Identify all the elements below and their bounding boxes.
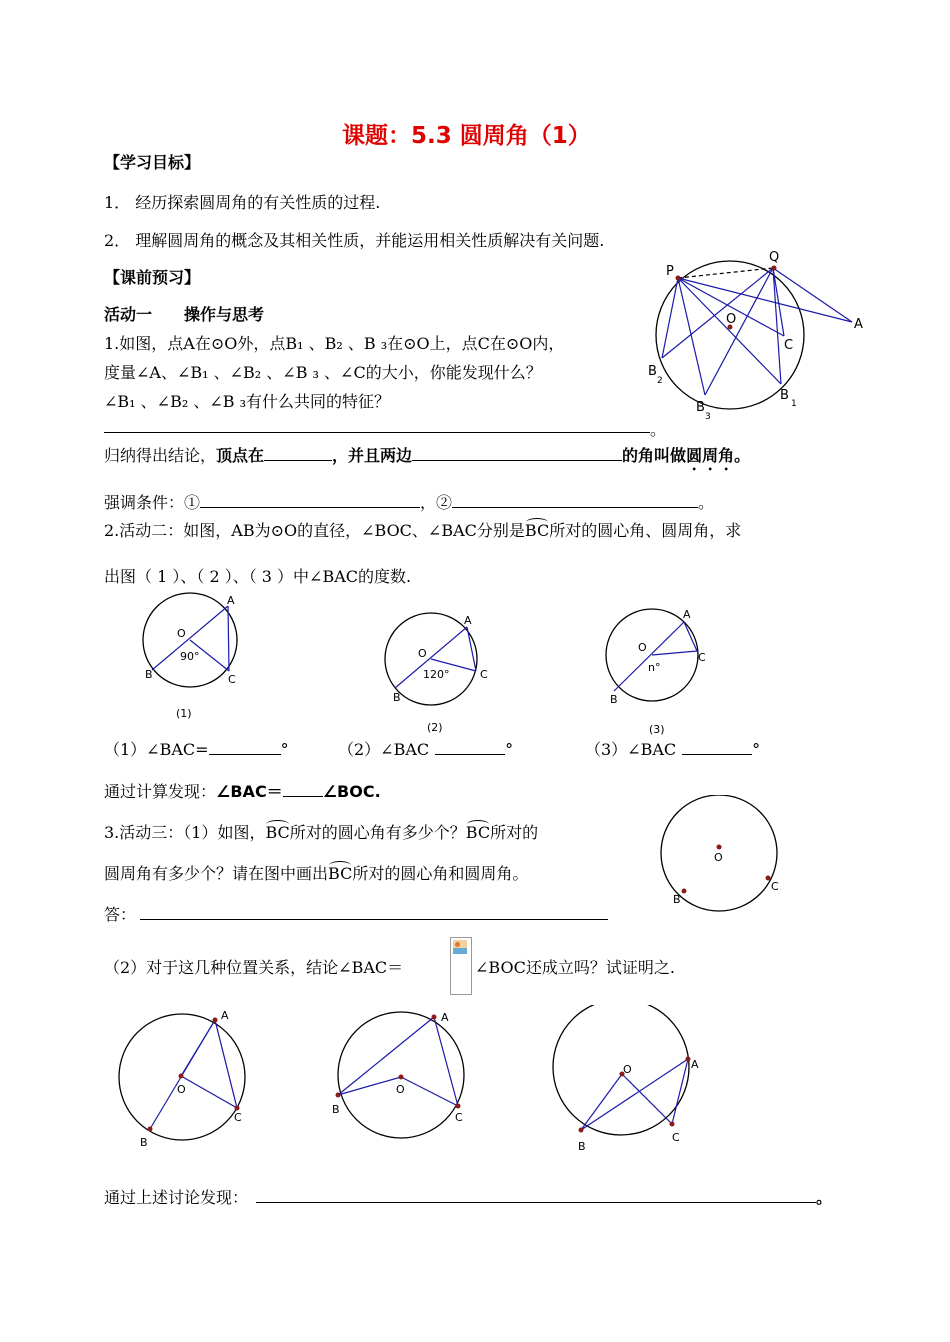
activity1-figure bbox=[640, 245, 880, 425]
a3-label-O: O bbox=[714, 851, 723, 864]
fig1-label-A: A bbox=[227, 594, 235, 607]
a3-answer-blank[interactable] bbox=[140, 903, 608, 920]
goal-1: 1． 经历探索圆周角的有关性质的过程. bbox=[104, 193, 381, 212]
finding-b: ∠BOC. bbox=[322, 782, 381, 801]
fig2-angle: 120° bbox=[423, 668, 450, 681]
final-end: 。 bbox=[816, 1188, 833, 1207]
fig1-label-C: C bbox=[228, 673, 236, 686]
pb-label-B: B bbox=[332, 1103, 340, 1116]
final-label: 通过上述讨论发现： bbox=[104, 1188, 249, 1207]
activity3-answer bbox=[104, 902, 608, 925]
final-line bbox=[104, 1185, 832, 1208]
pb-label-C: C bbox=[455, 1111, 463, 1124]
activity3-proof-figures bbox=[100, 1005, 740, 1165]
pb-label-A: A bbox=[441, 1011, 449, 1024]
fig1-angle: 90° bbox=[180, 650, 200, 663]
conclusion-end: 。 bbox=[734, 446, 751, 465]
label-C: C bbox=[784, 338, 794, 353]
activity2-line2: 出图（ 1 ）、（ 2 ）、（ 3 ）中∠BAC的度数. bbox=[104, 567, 412, 586]
activity2-line1-a: 2.活动二：如图，AB为⊙O的直径，∠BOC、∠BAC分别是 bbox=[104, 521, 525, 540]
ans3-label: （3）∠BAC bbox=[585, 740, 677, 759]
finding-blank[interactable] bbox=[283, 780, 323, 797]
conclusion-b1: 顶点在 bbox=[216, 446, 265, 465]
activity2-figures bbox=[130, 585, 770, 740]
fig3-caption: (3) bbox=[649, 723, 665, 736]
fig3-angle: n° bbox=[648, 661, 661, 674]
ans2-label: （2）∠BAC bbox=[338, 740, 430, 759]
label-B2: B bbox=[648, 364, 657, 379]
ans3-blank[interactable] bbox=[682, 738, 752, 755]
fig2-label-A: A bbox=[464, 614, 472, 627]
conclusion-line bbox=[104, 443, 750, 474]
pa-label-C: C bbox=[234, 1111, 242, 1124]
emphasis-blank-2[interactable] bbox=[452, 491, 698, 508]
pa-label-O: O bbox=[177, 1083, 186, 1096]
a3-line1-c: 所对的 bbox=[490, 823, 539, 842]
a3-line2-b: 所对的圆心角和圆周角。 bbox=[352, 864, 529, 883]
fig1-caption: (1) bbox=[176, 707, 192, 720]
final-blank[interactable] bbox=[256, 1186, 816, 1203]
emphasis-blank-1[interactable] bbox=[200, 491, 420, 508]
label-P: P bbox=[666, 264, 674, 279]
fig2-label-O: O bbox=[418, 647, 427, 660]
activity3-q2-a: （2）对于这几种位置关系，结论∠BAC＝ bbox=[104, 958, 404, 977]
a3-arc-2: BC bbox=[465, 823, 491, 842]
activity1-answer-blank[interactable] bbox=[104, 416, 650, 433]
pa-label-A: A bbox=[221, 1009, 229, 1022]
activity1-answer-end: 。 bbox=[650, 420, 667, 439]
activity3-line1 bbox=[104, 820, 538, 843]
label-B3: B bbox=[696, 400, 705, 415]
pa-label-B: B bbox=[140, 1136, 148, 1149]
finding-prefix: 通过计算发现： bbox=[104, 782, 217, 801]
a3-arc-3: BC bbox=[328, 864, 353, 883]
activity1-q1-line2: 度量∠A、∠B₁ 、∠B₂ 、∠B ₃ 、∠C的大小，你能发现什么？ bbox=[104, 363, 542, 382]
fig2-caption: (2) bbox=[427, 721, 443, 734]
a3-line1-a: 3.活动三：（1）如图， bbox=[104, 823, 266, 842]
ans1-blank[interactable] bbox=[209, 738, 281, 755]
activity2-arc-bc: BC bbox=[524, 521, 550, 540]
activity2-ans1 bbox=[104, 737, 289, 760]
ans1-end: ° bbox=[280, 740, 289, 759]
pc-label-A: A bbox=[691, 1058, 699, 1071]
activity1-q1-line1: 1.如图，点A在⊙O外，点B₁ 、B₂ 、B ₃在⊙O上，点C在⊙O内， bbox=[104, 334, 565, 353]
a3-answer-label: 答： bbox=[104, 905, 137, 924]
goal-2: 2． 理解圆周角的概念及其相关性质，并能运用相关性质解决有关问题. bbox=[104, 231, 605, 250]
finding-a: ∠BAC＝ bbox=[216, 782, 283, 801]
emphasis-mid: ，② bbox=[420, 493, 453, 512]
activity2-line1 bbox=[104, 518, 741, 541]
label-A: A bbox=[854, 317, 863, 332]
activity3-figure bbox=[655, 795, 795, 915]
fig3-label-O: O bbox=[638, 641, 647, 654]
label-B1: B bbox=[780, 388, 789, 403]
activity1-q1-line3: ∠B₁ 、∠B₂ 、∠B ₃有什么共同的特征？ bbox=[104, 392, 390, 411]
conclusion-blank-1[interactable] bbox=[264, 444, 332, 461]
pc-label-B: B bbox=[578, 1140, 586, 1153]
label-B3-sub: 3 bbox=[705, 412, 711, 422]
activity3-line2 bbox=[104, 861, 528, 884]
ans2-blank[interactable] bbox=[435, 738, 505, 755]
fig1-label-B: B bbox=[145, 668, 153, 681]
label-B1-sub: 1 bbox=[791, 399, 797, 409]
ans2-end: ° bbox=[505, 740, 514, 759]
a3-line2-a: 圆周角有多少个？请在图中画出 bbox=[104, 864, 329, 883]
activity2-ans3 bbox=[585, 737, 760, 760]
fig3-label-B: B bbox=[610, 693, 618, 706]
emphasis-prefix: 强调条件：① bbox=[104, 493, 201, 512]
image-icon bbox=[453, 940, 467, 954]
fraction-image-placeholder bbox=[450, 937, 472, 995]
conclusion-b2: ，并且两边 bbox=[332, 446, 413, 465]
ans1-label: （1）∠BAC= bbox=[104, 740, 209, 759]
activity1-title: 活动一 操作与思考 bbox=[104, 305, 265, 324]
conclusion-b3: 的角叫做 bbox=[622, 446, 687, 465]
fig2-label-C: C bbox=[480, 668, 488, 681]
conclusion-prefix: 归纳得出结论， bbox=[104, 446, 217, 465]
goals-header: 【学习目标】 bbox=[104, 153, 201, 172]
fig1-label-O: O bbox=[177, 627, 186, 640]
a3-arc-1: BC bbox=[265, 823, 290, 842]
preview-header: 【课前预习】 bbox=[104, 268, 201, 287]
emphasis-line bbox=[104, 490, 714, 513]
activity2-ans2 bbox=[338, 737, 513, 760]
fig2-label-B: B bbox=[393, 691, 401, 704]
emphasis-end: 。 bbox=[698, 493, 715, 512]
label-O: O bbox=[726, 312, 737, 327]
a3-label-C: C bbox=[771, 880, 779, 893]
a3-label-B: B bbox=[673, 893, 681, 906]
pc-label-O: O bbox=[623, 1063, 632, 1076]
activity2-line1-b: 所对的圆心角、圆周角，求 bbox=[549, 521, 742, 540]
fig3-label-C: C bbox=[698, 651, 706, 664]
fig3-label-A: A bbox=[683, 608, 691, 621]
pc-label-C: C bbox=[672, 1131, 680, 1144]
conclusion-term: 圆周角 bbox=[686, 446, 735, 465]
label-B2-sub: 2 bbox=[657, 376, 663, 386]
pb-label-O: O bbox=[396, 1083, 405, 1096]
conclusion-blank-2[interactable] bbox=[412, 444, 622, 461]
label-Q: Q bbox=[769, 250, 780, 265]
activity3-q2-b: ∠BOC还成立吗？试证明之. bbox=[475, 958, 675, 977]
page-title: 课题：5.3 圆周角（1） bbox=[342, 123, 591, 149]
a3-line1-b: 所对的圆心角有多少个？ bbox=[289, 823, 466, 842]
activity2-finding bbox=[104, 779, 381, 802]
ans3-end: ° bbox=[752, 740, 761, 759]
